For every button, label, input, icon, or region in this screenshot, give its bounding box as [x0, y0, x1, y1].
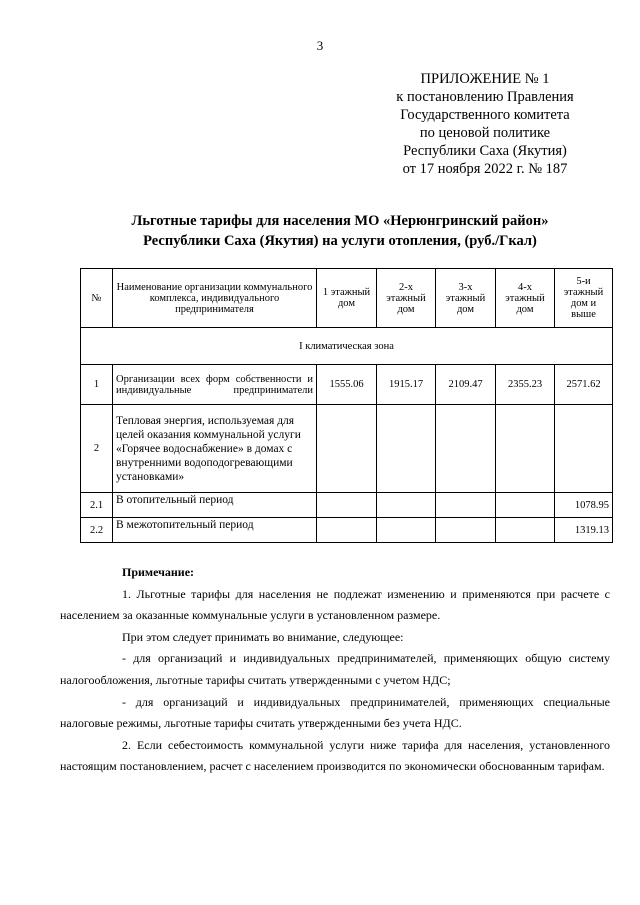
row-floor-4: [496, 493, 555, 518]
row-floor-2: [377, 493, 436, 518]
notes-section: [60, 562, 610, 778]
note-paragraph: 1. Льготные тарифы для населения не подлежат изменению и применяются при расчете с населением за оказанные коммунальные услуги в установленном размере.: [60, 586, 610, 623]
row-name: Тепловая энергия, используемая для целей оказания коммунальной услуги «Горячее водоснабжение» в домах с внутренними водоподогревающими установками»: [113, 405, 317, 493]
header-floor-1: 1 этажный дом: [317, 269, 377, 328]
appendix-line: к постановлению Правления: [396, 89, 574, 105]
row-floor-1: 1555.06: [317, 365, 377, 405]
row-num: 1: [81, 365, 113, 405]
header-name: Наименование организации коммунального комплекса, индивидуального предпринимателя: [113, 269, 317, 328]
appendix-line: Республики Саха (Якутия): [403, 143, 567, 159]
row-floor-3: [436, 493, 496, 518]
note-paragraph: - для организаций и индивидуальных предпринимателей, применяющих специальные налоговые режимы, льготные тарифы считать утвержденными без учета НДС.: [60, 694, 610, 731]
appendix-line: от 17 ноября 2022 г. № 187: [402, 161, 568, 177]
row-num: 2.2: [81, 518, 113, 543]
page-number: 3: [316, 38, 324, 53]
note-paragraph: 2. Если себестоимость коммунальной услуги ниже тарифа для населения, установленного настоящим постановлением, расчет с населением производится по экономически обоснованным тарифам.: [60, 737, 610, 774]
row-num: 2: [81, 405, 113, 493]
row-floor-3: [436, 518, 496, 543]
row-floor-1: [317, 493, 377, 518]
row-name: В межотопительный период: [113, 518, 317, 543]
row-floor-5: [555, 405, 613, 493]
row-name: В отопительный период: [113, 493, 317, 518]
row-floor-4: [496, 405, 555, 493]
notes-heading: Примечание:: [122, 565, 195, 579]
header-floor-3: 3-х этажный дом: [436, 269, 496, 328]
row-floor-4: [496, 518, 555, 543]
row-floor-5: 2571.62: [555, 365, 613, 405]
note-paragraph: При этом следует принимать во внимание, следующее:: [122, 629, 404, 644]
row-name: Организации всех форм собственности и индивидуальные предприниматели: [113, 365, 317, 405]
title-line: Республики Саха (Якутия) на услуги отопления, (руб./Гкал): [143, 233, 537, 249]
row-floor-2: [377, 405, 436, 493]
title-line: Льготные тарифы для населения МО «Нерюнгринский район»: [131, 213, 549, 229]
table-row: [81, 365, 613, 405]
row-num: 2.1: [81, 493, 113, 518]
row-floor-2: 1915.17: [377, 365, 436, 405]
row-floor-5: 1078.95: [555, 493, 613, 518]
header-floor-2: 2-х этажный дом: [377, 269, 436, 328]
header-floor-4: 4-х этажный дом: [496, 269, 555, 328]
appendix-line: Государственного комитета: [400, 107, 570, 123]
header-num: №: [81, 269, 113, 328]
header-floor-5: 5-и этажный дом и выше: [555, 269, 613, 328]
appendix-line: по ценовой политике: [419, 125, 551, 141]
table-row: [81, 493, 613, 518]
row-floor-1: [317, 518, 377, 543]
row-floor-5: 1319.13: [555, 518, 613, 543]
zone-row: [81, 328, 613, 365]
row-floor-1: [317, 405, 377, 493]
appendix-block: [360, 70, 610, 178]
document-title: [60, 211, 620, 251]
row-floor-3: 2109.47: [436, 365, 496, 405]
row-floor-2: [377, 518, 436, 543]
tariff-table: [80, 268, 613, 543]
table-header-row: [81, 269, 613, 328]
table-row: [81, 518, 613, 543]
table-row: [81, 405, 613, 493]
appendix-line: ПРИЛОЖЕНИЕ № 1: [420, 71, 550, 87]
row-floor-4: 2355.23: [496, 365, 555, 405]
row-floor-3: [436, 405, 496, 493]
note-paragraph: - для организаций и индивидуальных предпринимателей, применяющих общую систему налогообложения, льготные тарифы считать утвержденными с учетом НДС;: [60, 651, 610, 687]
climate-zone: I климатическая зона: [81, 328, 613, 365]
